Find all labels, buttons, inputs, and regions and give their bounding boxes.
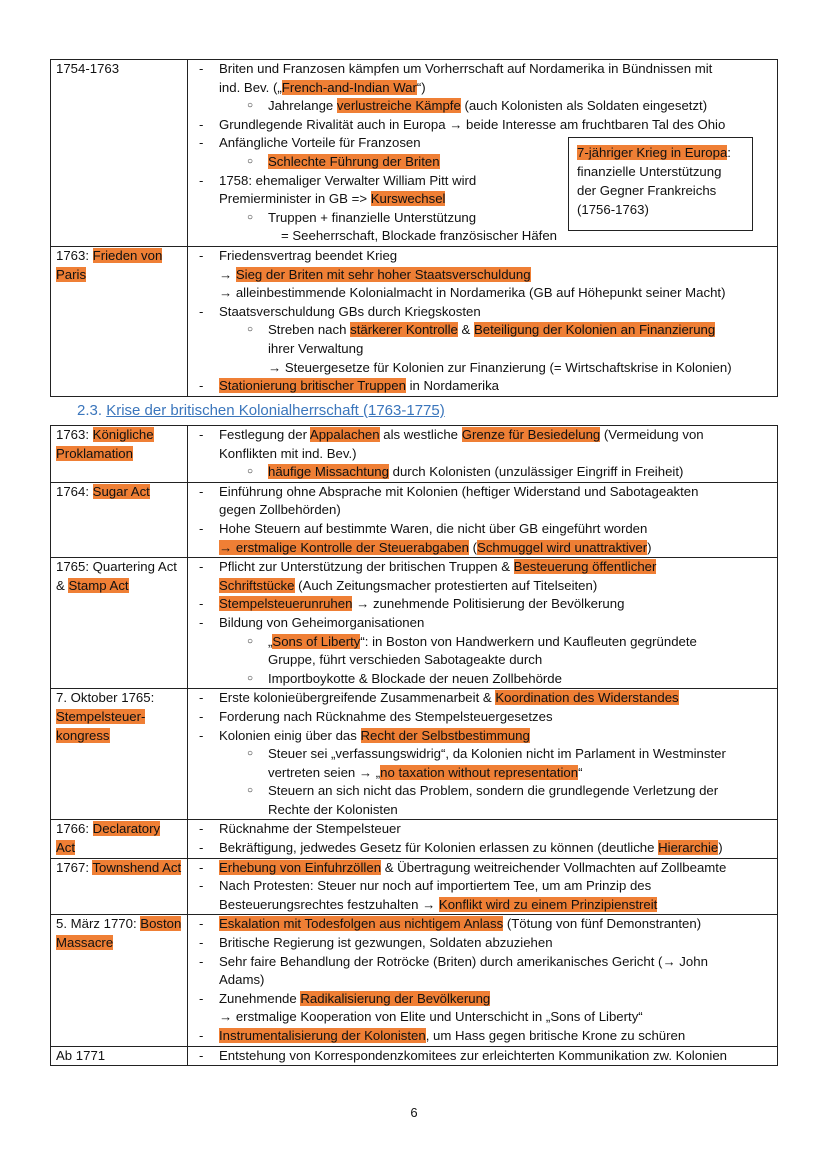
bullet-line: [193, 60, 772, 79]
date-event-cell: [51, 558, 188, 689]
table-row: [51, 915, 778, 1046]
continuation-line: [193, 79, 772, 98]
table-row: [51, 1046, 778, 1066]
table-row: [51, 689, 778, 820]
text-segment: (Auch Zeitungsmacher protestierten auf Titelseiten): [294, 577, 598, 593]
highlighted-text: Eskalation mit Todesfolgen aus nichtigem Anlass: [219, 916, 504, 932]
text-segment: in Nordamerika: [405, 378, 500, 394]
description-cell: [188, 426, 778, 483]
highlighted-text: Radikalisierung der Bevölkerung: [300, 990, 491, 1006]
text-segment: Truppen + finanzielle Unterstützung: [268, 209, 477, 225]
text-segment: ind. Bev. („: [219, 79, 282, 95]
info-box-seven-years-war: [568, 137, 753, 231]
text-segment: der Gegner Frankreichs: [577, 183, 717, 198]
text-segment: (Tötung von fünf Demonstranten): [503, 916, 702, 932]
bullet-line: [193, 689, 772, 708]
description-cell: [188, 858, 778, 915]
bullet-line: [193, 934, 772, 953]
text-segment: 1754-1763: [56, 61, 120, 76]
sub-bullet-line: [193, 97, 772, 116]
highlighted-text: French-and-Indian War: [281, 79, 417, 95]
date-event-cell: [51, 426, 188, 483]
text-segment: finanzielle Unterstützung: [577, 164, 722, 179]
text-segment: Sehr faire Behandlung der Rotröcke (Briten) durch amerikanisches Gericht (→ John: [219, 953, 708, 969]
continuation-line: [193, 1008, 772, 1027]
bullet-line: [193, 247, 772, 266]
text-segment: Nach Protesten: Steuer nur noch auf importiertem Tee, um am Prinzip des: [219, 878, 652, 894]
text-segment: Forderung nach Rücknahme des Stempelsteuergesetzes: [219, 708, 553, 724]
text-segment: (Vermeidung von: [600, 427, 704, 442]
table-row: [51, 482, 778, 557]
page-number: 6: [410, 1105, 418, 1120]
highlighted-text: Stempelsteuer-kongress: [56, 708, 146, 743]
sub-bullet-line: [193, 321, 772, 340]
text-segment: & Übertragung weitreichender Vollmachten auf Zollbeamte: [381, 859, 727, 875]
bullet-line: [193, 116, 772, 135]
text-segment: → zunehmende Politisierung der Bevölkerung: [352, 596, 625, 612]
text-segment: , um Hass gegen britische Krone zu schüren: [425, 1028, 686, 1043]
bullet-line: [193, 614, 772, 633]
bullet-line: [193, 915, 772, 934]
text-segment: Erste kolonieübergreifende Zusammenarbeit &: [219, 690, 496, 706]
text-segment: →: [219, 266, 236, 282]
continuation-line: [193, 266, 772, 285]
bullet-line: [193, 377, 772, 396]
highlighted-text: Schmuggel wird unattraktiver: [477, 539, 648, 555]
sub-bullet-line: [193, 463, 772, 482]
highlighted-text: Kurswechsel: [370, 191, 446, 207]
table-row: [51, 426, 778, 483]
text-segment: Einführung ohne Absprache mit Kolonien (heftiger Widerstand und Sabotageakten: [219, 483, 699, 499]
text-segment: :: [727, 145, 731, 160]
text-segment: Adams): [219, 972, 265, 988]
highlighted-text: stärkerer Kontrolle: [350, 322, 458, 338]
text-segment: 7. Oktober 1765:: [56, 690, 155, 706]
continuation-line: [193, 359, 772, 378]
info-box-line: [577, 162, 746, 181]
continuation-line: [193, 971, 772, 990]
continuation-line: [193, 577, 772, 596]
continuation-line: [193, 445, 772, 464]
sub-bullet-line: [193, 670, 772, 689]
bullet-line: [193, 303, 772, 322]
bullet-line: [193, 483, 772, 502]
table-row: [51, 820, 778, 858]
info-box-line: [577, 200, 746, 219]
table-row: [51, 558, 778, 689]
text-segment: Festlegung der: [219, 427, 310, 442]
bullet-line: [193, 558, 772, 577]
bullet-line: [193, 727, 772, 746]
continuation-line: [193, 501, 772, 520]
highlighted-text: no taxation without representation: [380, 764, 579, 780]
text-segment: ): [647, 539, 652, 555]
highlighted-text: häufige Missachtung: [268, 464, 389, 480]
section-heading: [77, 402, 445, 421]
text-segment: Entstehung von Korrespondenzkomitees zur erleichterten Kommunikation zw. Kolonien: [219, 1047, 728, 1063]
text-segment: Bekräftigung, jedwedes Gesetz für Kolonien erlassen zu können (deutliche: [219, 840, 659, 856]
highlighted-text: 7-jähriger Krieg in Europa: [577, 145, 728, 160]
date-event-cell: [51, 246, 188, 396]
highlighted-text: Stempelsteuerunruhen: [219, 596, 353, 612]
bullet-line: [193, 1047, 772, 1066]
text-segment: Grundlegende Rivalität auch in Europa → beide Interesse am fruchtbaren Tal des Ohio: [219, 116, 726, 132]
text-segment: durch Kolonisten (unzulässiger Eingriff in Freiheit): [388, 464, 684, 480]
bullet-line: [193, 953, 772, 972]
text-segment: 1765: Quartering Act &: [56, 559, 177, 593]
text-segment: Briten und Franzosen kämpfen um Vorherrschaft auf Nordamerika in Bündnissen mit: [219, 61, 713, 76]
description-cell: [188, 915, 778, 1046]
text-segment: Britische Regierung ist gezwungen, Soldaten abzuziehen: [219, 935, 553, 951]
text-segment: → Steuergesetze für Kolonien zur Finanzierung (= Wirtschaftskrise in Kolonien): [268, 359, 732, 375]
bullet-line: [193, 859, 772, 878]
text-segment: Importboykotte & Blockade der neuen Zollbehörde: [268, 670, 562, 686]
text-segment: „: [268, 633, 273, 649]
bullet-line: [193, 708, 772, 727]
bullet-line: [193, 426, 772, 445]
highlighted-text: Schriftstücke: [219, 577, 295, 593]
text-segment: “: in Boston von Handwerkern und Kaufleuten gegründete: [360, 633, 697, 649]
text-segment: Staatsverschuldung GBs durch Kriegskosten: [219, 303, 481, 319]
text-segment: “: [578, 764, 583, 780]
highlighted-text: Boston Massacre: [56, 916, 182, 951]
highlighted-text: verlustreiche Kämpfe: [336, 98, 461, 114]
text-segment: 1766:: [56, 821, 93, 837]
continuation-line: [193, 539, 772, 558]
text-segment: 5. März 1770:: [56, 916, 141, 932]
text-segment: Pflicht zur Unterstützung der britischen Truppen &: [219, 559, 514, 575]
table-row: [51, 246, 778, 396]
highlighted-text: Erhebung von Einfuhrzöllen: [219, 859, 382, 875]
highlighted-text: Besteuerung öffentlicher: [513, 559, 657, 575]
text-segment: Bildung von Geheimorganisationen: [219, 614, 425, 630]
date-event-cell: [51, 820, 188, 858]
bullet-line: [193, 820, 772, 839]
sub-bullet-line: [193, 633, 772, 652]
text-segment: Ab 1771: [56, 1047, 106, 1063]
text-segment: Jahrelange: [268, 98, 337, 114]
continuation-line: [193, 801, 772, 820]
description-cell: [188, 820, 778, 858]
highlighted-text: Declaratory Act: [56, 821, 161, 856]
text-segment: &: [457, 322, 474, 338]
description-cell: [188, 689, 778, 820]
text-segment: Kolonien einig über das: [219, 727, 361, 743]
date-event-cell: [51, 482, 188, 557]
date-event-cell: [51, 689, 188, 820]
description-cell: [188, 482, 778, 557]
text-segment: gegen Zollbehörden): [219, 502, 341, 518]
description-cell: [188, 558, 778, 689]
highlighted-text: Instrumentalisierung der Kolonisten: [219, 1028, 426, 1043]
bullet-line: [193, 520, 772, 539]
bullet-line: [193, 877, 772, 896]
text-segment: = Seeherrschaft, Blockade französischer Häfen: [281, 228, 557, 244]
sub-bullet-line: [193, 782, 772, 801]
continuation-line: [193, 340, 772, 359]
highlighted-text: Koordination des Widerstandes: [495, 690, 679, 706]
text-segment: 1767:: [56, 859, 93, 875]
text-segment: Besteuerungsrechtes festzuhalten →: [219, 896, 439, 912]
bullet-line: [193, 1027, 772, 1046]
text-segment: Steuern an sich nicht das Problem, sondern die grundlegende Verletzung der: [268, 783, 719, 799]
highlighted-text: → erstmalige Kontrolle der Steuerabgaben: [219, 539, 469, 555]
text-segment: Gruppe, führt verschieden Sabotageakte durch: [268, 652, 543, 668]
section-title-text: Krise der britischen Kolonialherrschaft (1763-1775): [106, 402, 445, 419]
text-segment: Streben nach: [268, 322, 351, 338]
highlighted-text: Schlechte Führung der Briten: [268, 153, 440, 169]
text-segment: ): [718, 840, 723, 856]
table-row: [51, 858, 778, 915]
highlighted-text: Frieden von Paris: [56, 247, 163, 282]
continuation-line: [193, 284, 772, 303]
description-cell: [188, 246, 778, 396]
bullet-line: [193, 990, 772, 1009]
highlighted-text: Königliche Proklamation: [56, 427, 154, 461]
highlighted-text: Konflikt wird zu einem Prinzipienstreit: [438, 896, 658, 912]
highlighted-text: Stationierung britischer Truppen: [219, 378, 406, 394]
highlighted-text: Recht der Selbstbestimmung: [360, 727, 530, 743]
text-segment: (auch Kolonisten als Soldaten eingesetzt): [460, 98, 708, 114]
text-segment: Steuer sei „verfassungswidrig“, da Kolonien nicht im Parlament in Westminster: [268, 746, 726, 762]
text-segment: ihrer Verwaltung: [268, 340, 364, 356]
text-segment: als westliche: [379, 427, 462, 442]
text-segment: Rücknahme der Stempelsteuer: [219, 821, 401, 837]
date-event-cell: [51, 1046, 188, 1066]
text-segment: (: [468, 539, 478, 555]
text-segment: vertreten seien → „: [268, 764, 381, 780]
info-box-line: [577, 181, 746, 200]
text-segment: Konflikten mit ind. Bev.): [219, 445, 357, 461]
date-event-cell: [51, 60, 188, 247]
sub-bullet-line: [193, 745, 772, 764]
text-segment: 1763:: [56, 427, 93, 442]
text-segment: Friedensvertrag beendet Krieg: [219, 247, 398, 263]
text-segment: “): [416, 79, 426, 95]
text-segment: → erstmalige Kooperation von Elite und Unterschicht in „Sons of Liberty“: [219, 1009, 643, 1025]
highlighted-text: Grenze für Besiedelung: [461, 427, 601, 442]
text-segment: Premierminister in GB =>: [219, 191, 371, 207]
highlighted-text: Appalachen: [309, 427, 380, 442]
bullet-line: [193, 839, 772, 858]
highlighted-text: Townshend Act: [92, 859, 182, 875]
highlighted-text: Stamp Act: [68, 577, 129, 593]
highlighted-text: Sugar Act: [92, 483, 150, 499]
text-segment: 1764:: [56, 483, 93, 499]
date-event-cell: [51, 915, 188, 1046]
text-segment: Zunehmende: [219, 990, 301, 1006]
text-segment: → alleinbestimmende Kolonialmacht in Nordamerika (GB auf Höhepunkt seiner Macht): [219, 285, 726, 301]
timeline-table-2: [50, 425, 778, 1066]
highlighted-text: Beteiligung der Kolonien an Finanzierung: [474, 322, 716, 338]
description-cell: [188, 1046, 778, 1066]
text-segment: (1756-1763): [577, 202, 649, 217]
bullet-line: [193, 595, 772, 614]
text-segment: 1758: ehemaliger Verwalter William Pitt wird: [219, 172, 477, 188]
info-box-line: [577, 143, 746, 162]
continuation-line: [193, 651, 772, 670]
text-segment: Hohe Steuern auf bestimmte Waren, die nicht über GB eingeführt worden: [219, 520, 648, 536]
text-segment: 1763:: [56, 247, 93, 263]
section-number: 2.3.: [77, 402, 103, 419]
highlighted-text: Hierarchie: [658, 840, 719, 856]
date-event-cell: [51, 858, 188, 915]
text-segment: Anfängliche Vorteile für Franzosen: [219, 135, 421, 151]
text-segment: Rechte der Kolonisten: [268, 801, 398, 817]
highlighted-text: Sons of Liberty: [272, 633, 361, 649]
continuation-line: [193, 896, 772, 915]
highlighted-text: Sieg der Briten mit sehr hoher Staatsverschuldung: [235, 266, 531, 282]
continuation-line: [193, 764, 772, 783]
